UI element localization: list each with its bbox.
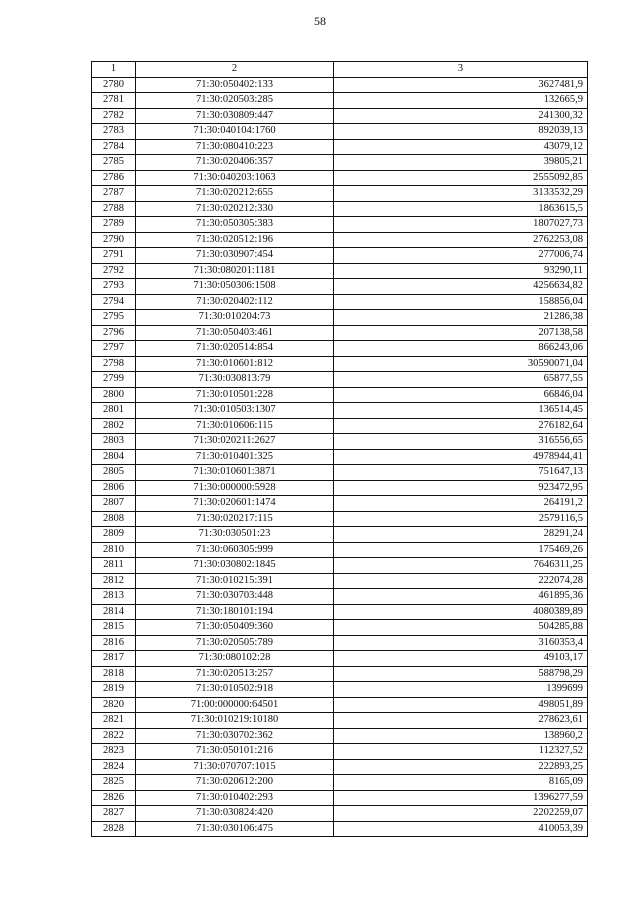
- row-index-cell: 2797: [92, 341, 136, 357]
- cadastral-number-cell: 71:30:020406:357: [136, 155, 334, 171]
- value-cell: 207138,58: [334, 325, 588, 341]
- value-cell: 39805,21: [334, 155, 588, 171]
- cadastral-number-cell: 71:30:030106:475: [136, 821, 334, 837]
- table-row: [92, 139, 588, 155]
- table-row: [92, 527, 588, 543]
- row-index-cell: 2792: [92, 263, 136, 279]
- table-row: [92, 201, 588, 217]
- row-index-cell: 2802: [92, 418, 136, 434]
- value-cell: 2762253,08: [334, 232, 588, 248]
- value-cell: 7646311,25: [334, 558, 588, 574]
- value-cell: 410053,39: [334, 821, 588, 837]
- cadastral-number-cell: 71:30:010401:325: [136, 449, 334, 465]
- table-header-row: [92, 62, 588, 78]
- row-index-cell: 2823: [92, 744, 136, 760]
- row-index-cell: 2816: [92, 635, 136, 651]
- table-row: [92, 325, 588, 341]
- cadastral-number-cell: 71:30:020211:2627: [136, 434, 334, 450]
- row-index-cell: 2805: [92, 465, 136, 481]
- cadastral-number-cell: 71:30:020601:1474: [136, 496, 334, 512]
- cadastral-number-cell: 71:30:180101:194: [136, 604, 334, 620]
- row-index-cell: 2783: [92, 124, 136, 140]
- value-cell: 2555092,85: [334, 170, 588, 186]
- value-cell: 175469,26: [334, 542, 588, 558]
- table-row: [92, 310, 588, 326]
- cadastral-number-cell: 71:30:010219:10180: [136, 713, 334, 729]
- value-cell: 8165,09: [334, 775, 588, 791]
- cadastral-number-cell: 71:30:000000:5928: [136, 480, 334, 496]
- table-body: [92, 77, 588, 837]
- cadastral-number-cell: 71:00:000000:64501: [136, 697, 334, 713]
- value-cell: 498051,89: [334, 697, 588, 713]
- value-cell: 923472,95: [334, 480, 588, 496]
- row-index-cell: 2818: [92, 666, 136, 682]
- table-row: [92, 449, 588, 465]
- value-cell: 49103,17: [334, 651, 588, 667]
- cadastral-number-cell: 71:30:060305:999: [136, 542, 334, 558]
- row-index-cell: 2827: [92, 806, 136, 822]
- table-row: [92, 806, 588, 822]
- row-index-cell: 2798: [92, 356, 136, 372]
- cadastral-number-cell: 71:30:030501:23: [136, 527, 334, 543]
- table-row: [92, 418, 588, 434]
- value-cell: 138960,2: [334, 728, 588, 744]
- row-index-cell: 2826: [92, 790, 136, 806]
- value-cell: 21286,38: [334, 310, 588, 326]
- table-row: [92, 93, 588, 109]
- table-row: [92, 682, 588, 698]
- value-cell: 3160353,4: [334, 635, 588, 651]
- cadastral-number-cell: 71:30:010601:3871: [136, 465, 334, 481]
- table-row: [92, 620, 588, 636]
- cadastral-number-cell: 71:30:010215:391: [136, 573, 334, 589]
- table-row: [92, 248, 588, 264]
- value-cell: 1396277,59: [334, 790, 588, 806]
- row-index-cell: 2804: [92, 449, 136, 465]
- cadastral-number-cell: 71:30:050101:216: [136, 744, 334, 760]
- row-index-cell: 2825: [92, 775, 136, 791]
- table-row: [92, 604, 588, 620]
- row-index-cell: 2809: [92, 527, 136, 543]
- value-cell: 4978944,41: [334, 449, 588, 465]
- table-row: [92, 403, 588, 419]
- value-cell: 28291,24: [334, 527, 588, 543]
- value-cell: 93290,11: [334, 263, 588, 279]
- cadastral-number-cell: 71:30:020503:285: [136, 93, 334, 109]
- table-row: [92, 465, 588, 481]
- cadastral-number-cell: 71:30:080410:223: [136, 139, 334, 155]
- cadastral-number-cell: 71:30:010501:228: [136, 387, 334, 403]
- table-row: [92, 666, 588, 682]
- cadastral-number-cell: 71:30:030802:1845: [136, 558, 334, 574]
- value-cell: 1807027,73: [334, 217, 588, 233]
- row-index-cell: 2817: [92, 651, 136, 667]
- table-row: [92, 790, 588, 806]
- cadastral-number-cell: 71:30:030824:420: [136, 806, 334, 822]
- value-cell: 4256634,82: [334, 279, 588, 295]
- row-index-cell: 2806: [92, 480, 136, 496]
- row-index-cell: 2800: [92, 387, 136, 403]
- value-cell: 316556,65: [334, 434, 588, 450]
- row-index-cell: 2819: [92, 682, 136, 698]
- cadastral-number-cell: 71:30:050305:383: [136, 217, 334, 233]
- cadastral-number-cell: 71:30:010606:115: [136, 418, 334, 434]
- value-cell: 2579116,5: [334, 511, 588, 527]
- table-row: [92, 697, 588, 713]
- table-row: [92, 821, 588, 837]
- cadastral-number-cell: 71:30:030813:79: [136, 372, 334, 388]
- value-cell: 43079,12: [334, 139, 588, 155]
- column-header-index: 1: [92, 62, 136, 78]
- value-cell: 461895,36: [334, 589, 588, 605]
- row-index-cell: 2820: [92, 697, 136, 713]
- cadastral-number-cell: 71:30:080102:28: [136, 651, 334, 667]
- value-cell: 4080389,89: [334, 604, 588, 620]
- cadastral-number-cell: 71:30:030809:447: [136, 108, 334, 124]
- table-row: [92, 232, 588, 248]
- row-index-cell: 2828: [92, 821, 136, 837]
- row-index-cell: 2803: [92, 434, 136, 450]
- value-cell: 264191,2: [334, 496, 588, 512]
- table-row: [92, 124, 588, 140]
- row-index-cell: 2815: [92, 620, 136, 636]
- cadastral-number-cell: 71:30:010402:293: [136, 790, 334, 806]
- value-cell: 66846,04: [334, 387, 588, 403]
- cadastral-number-cell: 71:30:020505:789: [136, 635, 334, 651]
- value-cell: 222893,25: [334, 759, 588, 775]
- value-cell: 504285,88: [334, 620, 588, 636]
- column-header-value: 3: [334, 62, 588, 78]
- cadastral-number-cell: 71:30:080201:1181: [136, 263, 334, 279]
- value-cell: 278623,61: [334, 713, 588, 729]
- cadastral-number-cell: 71:30:020212:655: [136, 186, 334, 202]
- table-row: [92, 759, 588, 775]
- cadastral-number-cell: 71:30:010601:812: [136, 356, 334, 372]
- row-index-cell: 2796: [92, 325, 136, 341]
- cadastral-number-cell: 71:30:010204:73: [136, 310, 334, 326]
- row-index-cell: 2807: [92, 496, 136, 512]
- cadastral-number-cell: 71:30:030703:448: [136, 589, 334, 605]
- cadastral-number-cell: 71:30:010502:918: [136, 682, 334, 698]
- cadastral-number-cell: 71:30:020402:112: [136, 294, 334, 310]
- column-header-cadastral-number: 2: [136, 62, 334, 78]
- row-index-cell: 2822: [92, 728, 136, 744]
- cadastral-value-table: [91, 61, 588, 837]
- row-index-cell: 2794: [92, 294, 136, 310]
- cadastral-number-cell: 71:30:020514:854: [136, 341, 334, 357]
- row-index-cell: 2795: [92, 310, 136, 326]
- table-row: [92, 511, 588, 527]
- table-row: [92, 542, 588, 558]
- value-cell: 3133532,29: [334, 186, 588, 202]
- value-cell: 588798,29: [334, 666, 588, 682]
- table-row: [92, 217, 588, 233]
- cadastral-number-cell: 71:30:050403:461: [136, 325, 334, 341]
- value-cell: 2202259,07: [334, 806, 588, 822]
- row-index-cell: 2784: [92, 139, 136, 155]
- table-row: [92, 589, 588, 605]
- value-cell: 222074,28: [334, 573, 588, 589]
- value-cell: 751647,13: [334, 465, 588, 481]
- row-index-cell: 2786: [92, 170, 136, 186]
- table-row: [92, 372, 588, 388]
- table-row: [92, 496, 588, 512]
- table-row: [92, 186, 588, 202]
- row-index-cell: 2781: [92, 93, 136, 109]
- row-index-cell: 2789: [92, 217, 136, 233]
- table-row: [92, 434, 588, 450]
- value-cell: 132665,9: [334, 93, 588, 109]
- cadastral-number-cell: 71:30:020612:200: [136, 775, 334, 791]
- row-index-cell: 2811: [92, 558, 136, 574]
- row-index-cell: 2787: [92, 186, 136, 202]
- table-row: [92, 341, 588, 357]
- value-cell: 276182,64: [334, 418, 588, 434]
- cadastral-number-cell: 71:30:070707:1015: [136, 759, 334, 775]
- value-cell: 136514,45: [334, 403, 588, 419]
- value-cell: 1863615,5: [334, 201, 588, 217]
- table-row: [92, 651, 588, 667]
- row-index-cell: 2821: [92, 713, 136, 729]
- row-index-cell: 2799: [92, 372, 136, 388]
- table-row: [92, 108, 588, 124]
- value-cell: 1399699: [334, 682, 588, 698]
- cadastral-number-cell: 71:30:030907:454: [136, 248, 334, 264]
- cadastral-number-cell: 71:30:010503:1307: [136, 403, 334, 419]
- table-row: [92, 713, 588, 729]
- row-index-cell: 2785: [92, 155, 136, 171]
- cadastral-number-cell: 71:30:030702:362: [136, 728, 334, 744]
- table-row: [92, 279, 588, 295]
- row-index-cell: 2801: [92, 403, 136, 419]
- row-index-cell: 2824: [92, 759, 136, 775]
- table-row: [92, 356, 588, 372]
- table-row: [92, 635, 588, 651]
- table-row: [92, 728, 588, 744]
- table-row: [92, 294, 588, 310]
- table-row: [92, 744, 588, 760]
- value-cell: 65877,55: [334, 372, 588, 388]
- cadastral-number-cell: 71:30:020513:257: [136, 666, 334, 682]
- table-row: [92, 263, 588, 279]
- cadastral-number-cell: 71:30:040203:1063: [136, 170, 334, 186]
- table-row: [92, 558, 588, 574]
- row-index-cell: 2808: [92, 511, 136, 527]
- cadastral-number-cell: 71:30:050306:1508: [136, 279, 334, 295]
- row-index-cell: 2810: [92, 542, 136, 558]
- value-cell: 892039,13: [334, 124, 588, 140]
- cadastral-number-cell: 71:30:020217:115: [136, 511, 334, 527]
- cadastral-number-cell: 71:30:020512:196: [136, 232, 334, 248]
- row-index-cell: 2814: [92, 604, 136, 620]
- value-cell: 3627481,9: [334, 77, 588, 93]
- table-row: [92, 170, 588, 186]
- row-index-cell: 2788: [92, 201, 136, 217]
- row-index-cell: 2790: [92, 232, 136, 248]
- value-cell: 30590071,04: [334, 356, 588, 372]
- cadastral-number-cell: 71:30:040104:1760: [136, 124, 334, 140]
- row-index-cell: 2780: [92, 77, 136, 93]
- value-cell: 277006,74: [334, 248, 588, 264]
- cadastral-number-cell: 71:30:050409:360: [136, 620, 334, 636]
- table-row: [92, 480, 588, 496]
- row-index-cell: 2793: [92, 279, 136, 295]
- row-index-cell: 2813: [92, 589, 136, 605]
- table-row: [92, 77, 588, 93]
- value-cell: 158856,04: [334, 294, 588, 310]
- table-row: [92, 155, 588, 171]
- value-cell: 866243,06: [334, 341, 588, 357]
- cadastral-number-cell: 71:30:020212:330: [136, 201, 334, 217]
- row-index-cell: 2791: [92, 248, 136, 264]
- row-index-cell: 2782: [92, 108, 136, 124]
- value-cell: 112327,52: [334, 744, 588, 760]
- table-row: [92, 387, 588, 403]
- value-cell: 241300,32: [334, 108, 588, 124]
- row-index-cell: 2812: [92, 573, 136, 589]
- table-row: [92, 573, 588, 589]
- cadastral-number-cell: 71:30:050402:133: [136, 77, 334, 93]
- page-number: 58: [314, 14, 326, 28]
- table-row: [92, 775, 588, 791]
